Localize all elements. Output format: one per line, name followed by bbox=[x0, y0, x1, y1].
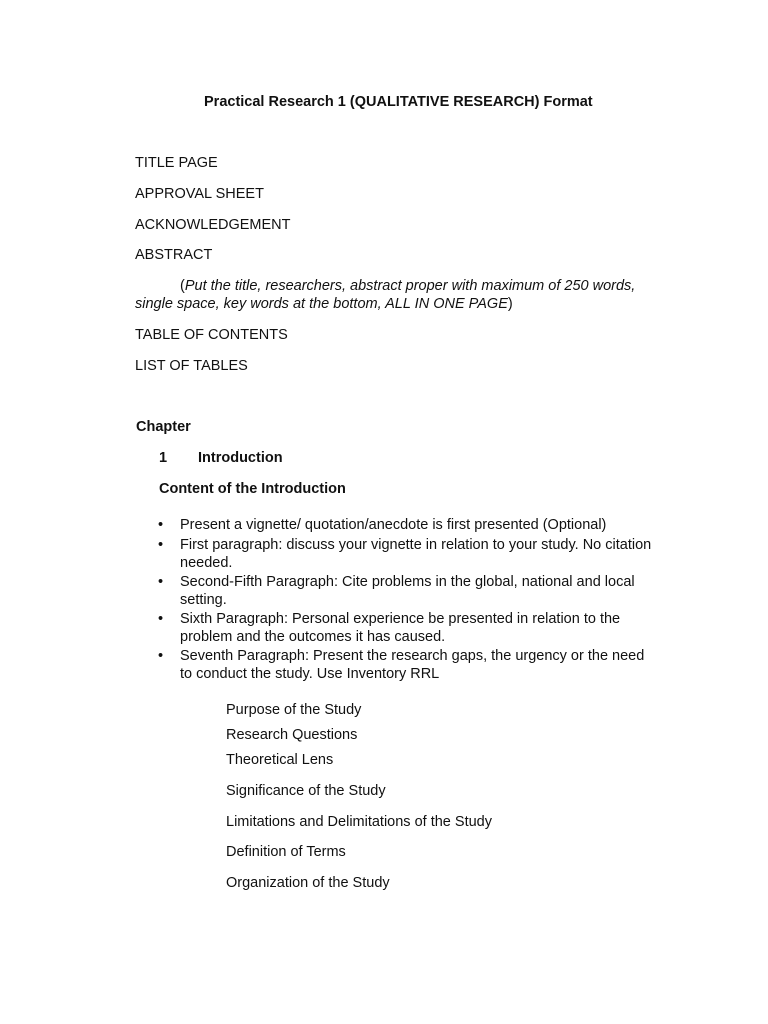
subsection-organization: Organization of the Study bbox=[226, 875, 390, 891]
bullet-text-line: Sixth Paragraph: Personal experience be presented in relation to the bbox=[180, 611, 621, 627]
document-title: Practical Research 1 (QUALITATIVE RESEARCH) Format bbox=[204, 94, 593, 110]
bullet-text-line: to conduct the study. Use Inventory RRL bbox=[180, 666, 440, 682]
bullet-icon: • bbox=[158, 648, 164, 664]
chapter-label: Chapter bbox=[136, 419, 191, 435]
bullet-text-line: First paragraph: discuss your vignette in relation to your study. No citation bbox=[180, 537, 652, 553]
subsection-limitations: Limitations and Delimitations of the Study bbox=[226, 814, 492, 830]
bullet-text-line: needed. bbox=[180, 555, 233, 571]
list-item bbox=[158, 573, 678, 609]
section-table-of-contents: TABLE OF CONTENTS bbox=[135, 327, 288, 343]
content-heading: Content of the Introduction bbox=[159, 481, 346, 497]
section-list-of-tables: LIST OF TABLES bbox=[135, 358, 248, 374]
bullet-text-line: Seventh Paragraph: Present the research gaps, the urgency or the need bbox=[180, 648, 645, 664]
bullet-text-line: setting. bbox=[180, 592, 227, 608]
introduction-content-list bbox=[158, 516, 678, 683]
abstract-note-text-1: Put the title, researchers, abstract proper with maximum of 250 words, bbox=[184, 278, 636, 294]
section-abstract: ABSTRACT bbox=[135, 247, 213, 263]
list-item bbox=[158, 516, 678, 534]
bullet-text-line: Present a vignette/ quotation/anecdote is first presented (Optional) bbox=[180, 517, 607, 533]
bullet-icon: • bbox=[158, 537, 164, 553]
section-approval-sheet: APPROVAL SHEET bbox=[135, 186, 264, 202]
subsection-purpose: Purpose of the Study bbox=[226, 702, 362, 718]
bullet-icon: • bbox=[158, 517, 164, 533]
bullet-icon: • bbox=[158, 611, 164, 627]
abstract-note-open-paren: ( bbox=[180, 278, 185, 294]
bullet-text-line: problem and the outcomes it has caused. bbox=[180, 629, 446, 645]
subsection-significance: Significance of the Study bbox=[226, 783, 386, 799]
subsection-research-questions: Research Questions bbox=[226, 727, 358, 743]
subsection-definition-of-terms: Definition of Terms bbox=[226, 844, 346, 860]
abstract-note-close-paren: ) bbox=[507, 296, 513, 312]
list-item bbox=[158, 610, 678, 646]
chapter-name: Introduction bbox=[198, 450, 283, 466]
chapter-number: 1 bbox=[159, 450, 168, 466]
abstract-note-line-2 bbox=[135, 295, 513, 313]
list-item bbox=[158, 536, 678, 572]
subsection-theoretical-lens: Theoretical Lens bbox=[226, 752, 334, 768]
abstract-note-line-1 bbox=[180, 277, 635, 295]
bullet-text-line: Second-Fifth Paragraph: Cite problems in the global, national and local bbox=[180, 574, 635, 590]
list-item bbox=[158, 647, 678, 683]
bullet-icon: • bbox=[158, 574, 164, 590]
section-acknowledgement: ACKNOWLEDGEMENT bbox=[135, 217, 291, 233]
section-title-page: TITLE PAGE bbox=[135, 155, 218, 171]
abstract-note-text-2: single space, key words at the bottom, ALL IN ONE PAGE bbox=[135, 296, 508, 312]
